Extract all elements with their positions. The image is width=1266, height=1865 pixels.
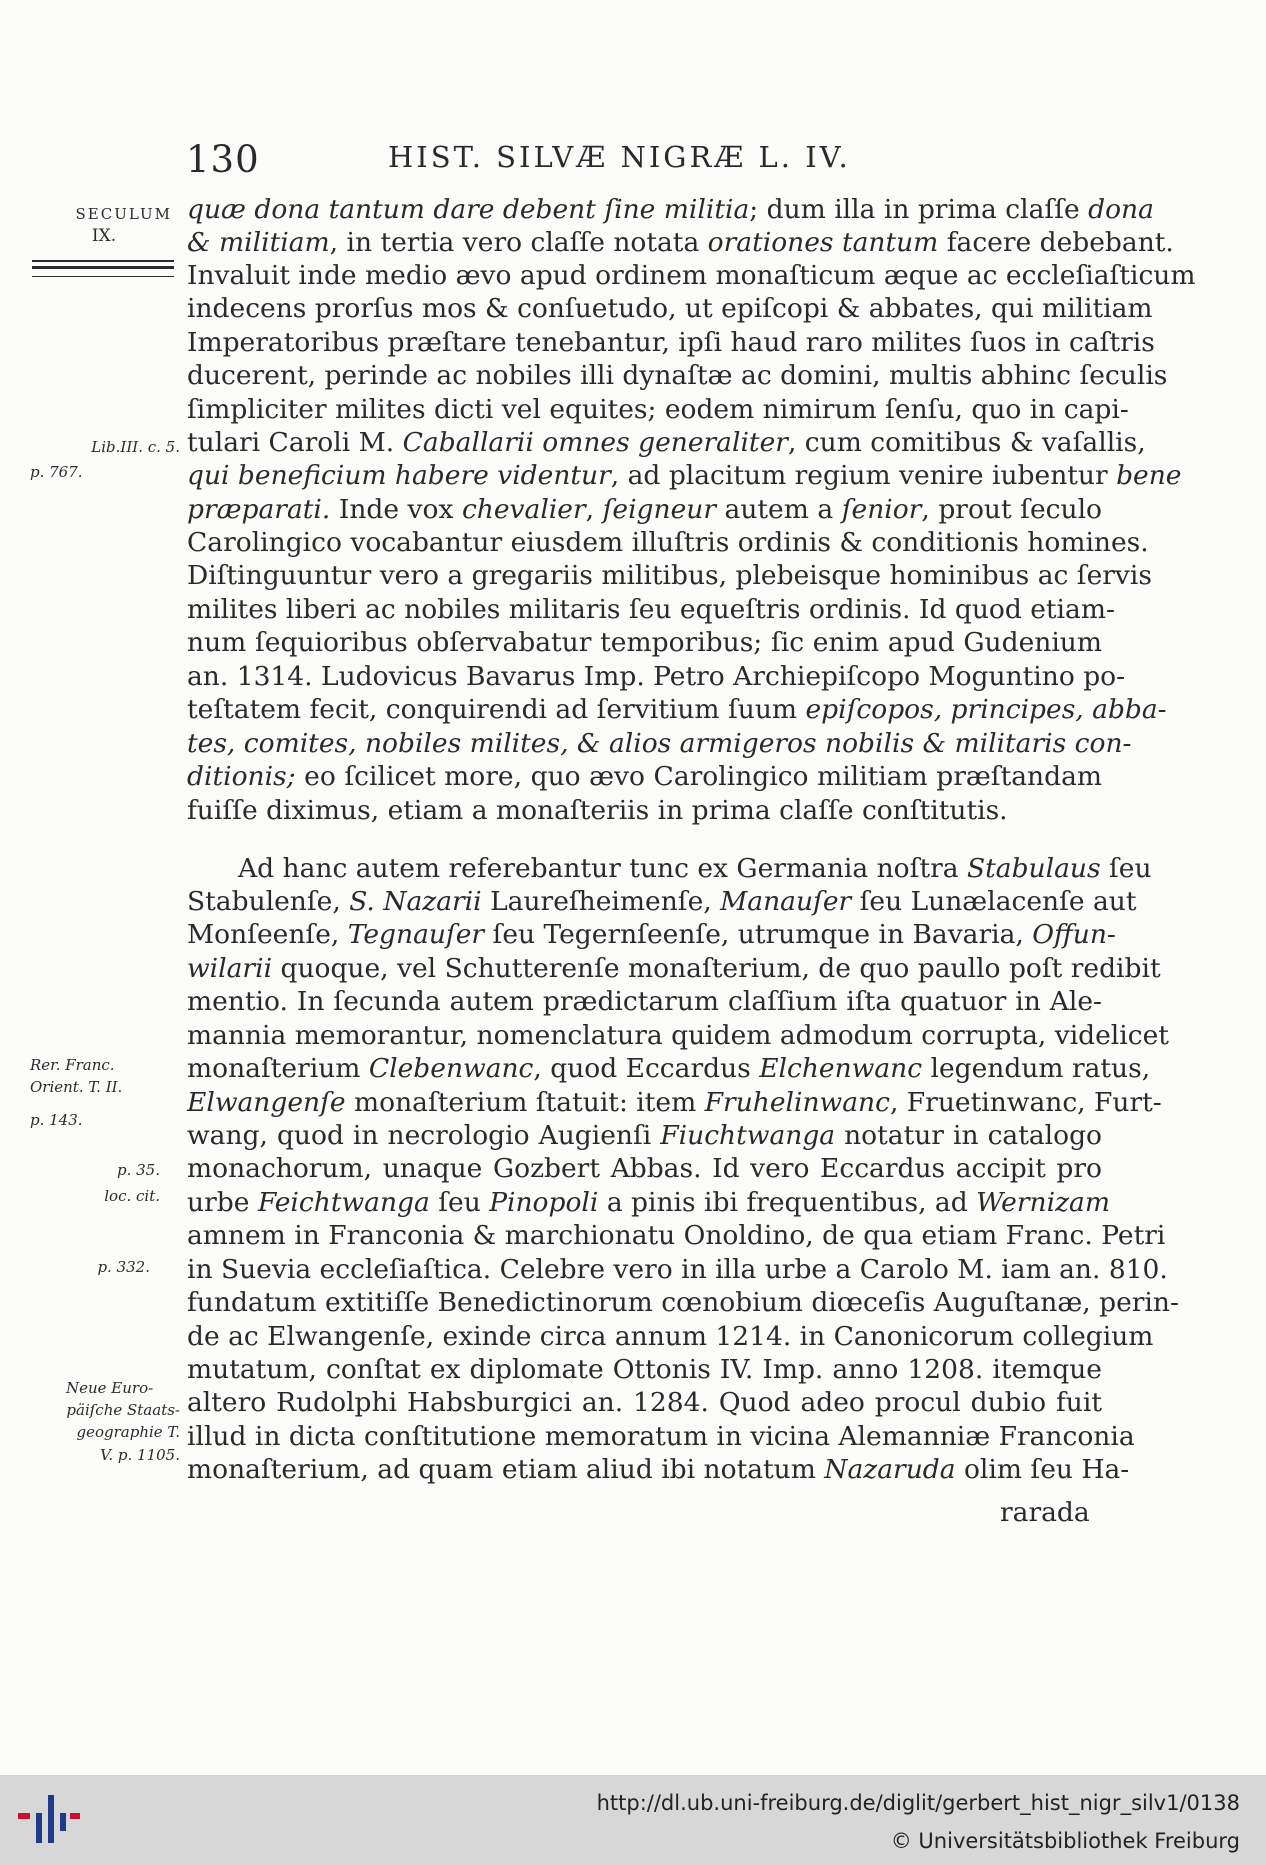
text-line: monaſterium Clebenwanc, quod Eccardus Elchenwanc legendum ratus, xyxy=(187,1053,1151,1084)
text-line: & militiam, in tertia vero claſſe notata orationes tantum facere debebant. xyxy=(187,227,1174,258)
running-head: HIST. SILVÆ NIGRÆ L. IV. xyxy=(388,140,851,174)
text-line: de ac Elwangenſe, exinde circa annum 1214. in Canonicorum collegium xyxy=(187,1321,1154,1352)
text-line: qui beneficium habere videntur, ad placitum regium venire iubentur bene xyxy=(187,460,1182,491)
margin-ref-lib: Lib.III. c. 5. xyxy=(91,438,180,456)
text-line: tulari Caroli M. Caballarii omnes generaliter, cum comitibus & vaſallis, xyxy=(187,427,1146,458)
text-line: ducerent, perinde ac nobiles illi dynaſtæ ac domini, multis abhinc ſeculis xyxy=(187,360,1168,391)
margin-seculum: SECULUM xyxy=(75,205,172,223)
viewer-footer xyxy=(0,1775,1266,1865)
text-line: milites liberi ac nobiles militaris ſeu equeſtris ordinis. Id quod etiam- xyxy=(187,594,1115,625)
text-line: num ſequioribus obſervabatur temporibus; ſic enim apud Gudenium xyxy=(187,627,1102,658)
text-line: Imperatoribus præſtare tenebantur, ipſi haud raro milites ſuos in caſtris xyxy=(187,327,1155,358)
text-line: ſimpliciter milites dicti vel equites; eodem nimirum ſenſu, quo in capi- xyxy=(187,394,1129,425)
margin-seculum-number: IX. xyxy=(91,226,117,246)
text-line: Monſeenſe, Tegnauſer ſeu Tegernſeenſe, utrumque in Bavaria, Offun- xyxy=(187,919,1116,950)
ub-freiburg-logo-icon[interactable] xyxy=(18,1789,80,1851)
text-line: indecens prorſus mos & conſuetudo, ut epiſcopi & abbates, qui militiam xyxy=(187,293,1153,324)
text-line: altero Rudolphi Habsburgici an. 1284. Quod adeo procul dubio fuit xyxy=(187,1387,1102,1418)
margin-ref-geographie: geographie T. xyxy=(76,1423,180,1441)
text-line: illud in dicta conſtitutione memoratum in vicina Alemanniæ Franconia xyxy=(187,1421,1135,1452)
text-line: in Suevia eccleſiaſtica. Celebre vero in illa urbe a Carolo M. iam an. 810. xyxy=(187,1254,1168,1285)
margin-rule-bottom xyxy=(32,276,174,277)
margin-ref-orient: Orient. T. II. xyxy=(30,1078,123,1096)
text-line: mannia memorantur, nomenclatura quidem admodum corrupta, videlicet xyxy=(187,1020,1169,1051)
margin-ref-staats: päiſche Staats- xyxy=(66,1401,180,1419)
text-line: teſtatem fecit, conquirendi ad ſervitium ſuum epiſcopos, principes, abba- xyxy=(187,694,1167,725)
text-line: Ad hanc autem referebantur tunc ex Germania noſtra Stabulaus ſeu xyxy=(238,853,1152,884)
margin-ref-loc-cit: loc. cit. xyxy=(104,1187,160,1205)
margin-ref-p332: p. 332. xyxy=(97,1258,150,1276)
margin-ref-p35: p. 35. xyxy=(117,1161,160,1179)
text-line: an. 1314. Ludovicus Bavarus Imp. Petro Archiepiſcopo Moguntino po- xyxy=(187,661,1126,692)
text-line: mutatum, conſtat ex diplomate Ottonis IV. Imp. anno 1208. itemque xyxy=(187,1354,1102,1385)
margin-ref-lib-page: p. 767. xyxy=(30,463,83,481)
text-line: mentio. In ſecunda autem prædictarum claſſium iſta quatuor in Ale- xyxy=(187,986,1102,1017)
text-line: urbe Feichtwanga ſeu Pinopoli a pinis ibi frequentibus, ad Wernizam xyxy=(187,1187,1110,1218)
text-line: tes, comites, nobiles milites, & alios armigeros nobilis & militaris con- xyxy=(187,728,1132,759)
text-line: amnem in Franconia & marchionatu Onoldino, de qua etiam Franc. Petri xyxy=(187,1220,1166,1251)
margin-ref-neue: Neue Euro- xyxy=(66,1379,154,1397)
margin-ref-volume: V. p. 1105. xyxy=(100,1446,180,1464)
text-line: Elwangenſe monaſterium ſtatuit: item Fruhelinwanc, Fruetinwanc, Furt- xyxy=(187,1087,1162,1118)
permalink-url[interactable]: http://dl.ub.uni-freiburg.de/diglit/gerbert_hist_nigr_silv1/0138 xyxy=(596,1791,1240,1815)
text-line: fuiſſe diximus, etiam a monaſteriis in prima claſſe conſtitutis. xyxy=(187,795,1008,826)
page-header xyxy=(0,138,1266,181)
text-line: ditionis; eo ſcilicet more, quo ævo Carolingico militiam præſtandam xyxy=(187,761,1102,792)
margin-ref-orient-page: p. 143. xyxy=(30,1111,83,1129)
text-line: monaſterium, ad quam etiam aliud ibi notatum Nazaruda olim ſeu Ha- xyxy=(187,1454,1130,1485)
margin-rule-top xyxy=(32,260,174,262)
catchword: rarada xyxy=(1000,1497,1090,1528)
text-line: Carolingico vocabantur eiusdem illuſtris ordinis & conditionis homines. xyxy=(187,527,1149,558)
text-line: wang, quod in necrologio Augienſi Fiuchtwanga notatur in catalogo xyxy=(187,1120,1103,1151)
text-line: præparati. Inde vox chevalier, ſeigneur autem a ſenior, prout ſeculo xyxy=(187,494,1102,525)
text-line: monachorum, unaque Gozbert Abbas. Id vero Eccardus accipit pro xyxy=(187,1153,1102,1184)
margin-rule-middle xyxy=(32,266,174,269)
page-number: 130 xyxy=(186,138,260,181)
text-line: wilarii quoque, vel Schutterenſe monaſterium, de quo paullo poſt redibit xyxy=(187,953,1161,984)
text-line: Diſtinguuntur vero a gregariis militibus, plebeisque hominibus ac ſervis xyxy=(187,560,1152,591)
text-line: fundatum extitiſſe Benedictinorum cœnobium diœceſis Auguſtanæ, perin- xyxy=(187,1287,1179,1318)
text-line: Invaluit inde medio ævo apud ordinem monaſticum æque ac eccleſiaſticum xyxy=(187,260,1196,291)
margin-ref-rer-franc: Rer. Franc. xyxy=(30,1056,115,1074)
text-line: Stabulenſe, S. Nazarii Laureſheimenſe, Manauſer ſeu Lunælacenſe aut xyxy=(187,886,1137,917)
copyright-notice: © Universitätsbibliothek Freiburg xyxy=(890,1829,1240,1853)
text-line: quæ dona tantum dare debent ſine militia; dum illa in prima claſſe dona xyxy=(187,194,1154,225)
